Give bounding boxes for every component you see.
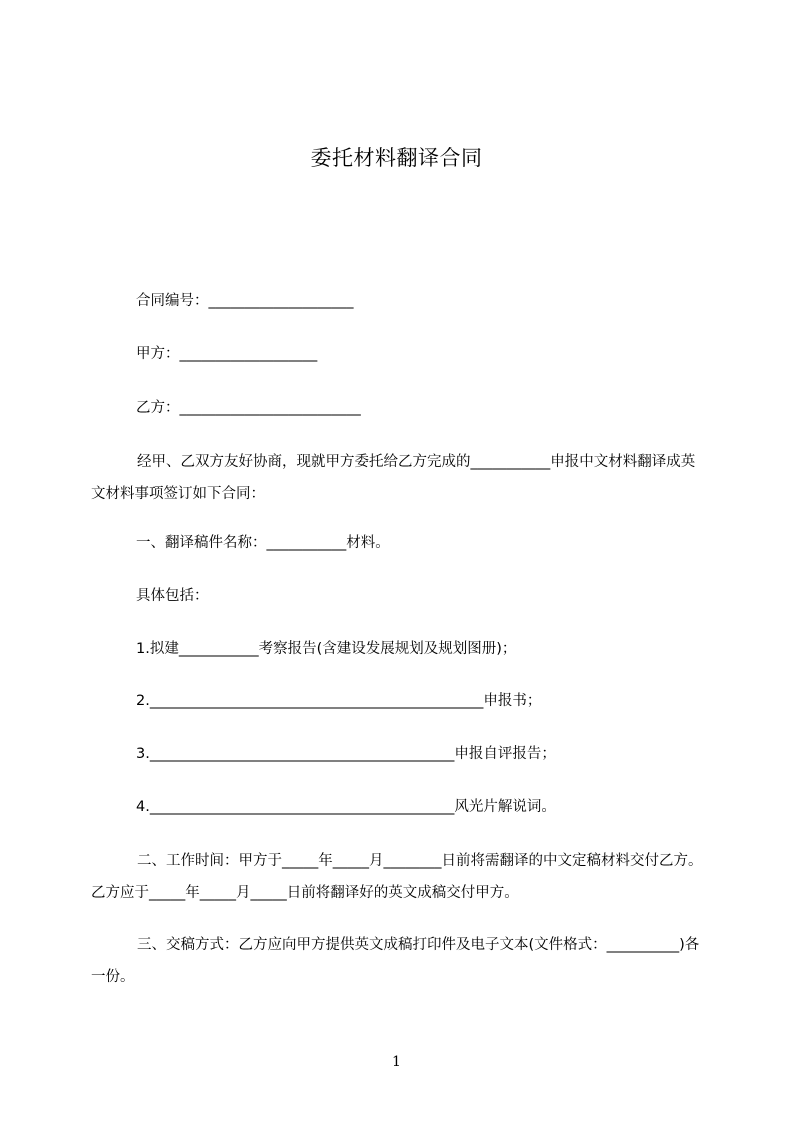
document-title: 委托材料翻译合同 <box>310 146 483 170</box>
contract-number-line: 合同编号：____________________ <box>136 293 354 309</box>
list-item-2: 2.______________________________________________申报书； <box>136 693 542 709</box>
intro-paragraph: 经甲、乙双方友好协商，现就甲方委托给乙方完成的___________申报中文材料翻译成英文材料事项签订如下合同： <box>91 454 696 502</box>
page-number: 1 <box>392 1054 401 1070</box>
party-a-line: 甲方：___________________ <box>136 346 318 362</box>
list-item-4: 4.__________________________________________风光片解说词。 <box>136 799 556 815</box>
section-3-paragraph: 三、交稿方式：乙方应向甲方提供英文成稿打印件及电子文本(文件格式：__________)各一份。 <box>91 937 700 985</box>
list-item-3: 3.__________________________________________申报自评报告； <box>136 746 556 762</box>
section-1-heading: 一、翻译稿件名称：___________材料。 <box>136 535 390 551</box>
list-item-1: 1.拟建___________考察报告(含建设发展规划及规划图册)； <box>136 641 517 657</box>
section-2-paragraph: 二、工作时间：甲方于_____年_____月________日前将需翻译的中文定稿材料交付乙方。乙方应于_____年_____月_____日前将翻译好的英文成稿交付甲方。 <box>91 853 703 901</box>
includes-label: 具体包括： <box>136 588 209 604</box>
party-b-line: 乙方：_________________________ <box>136 400 361 416</box>
